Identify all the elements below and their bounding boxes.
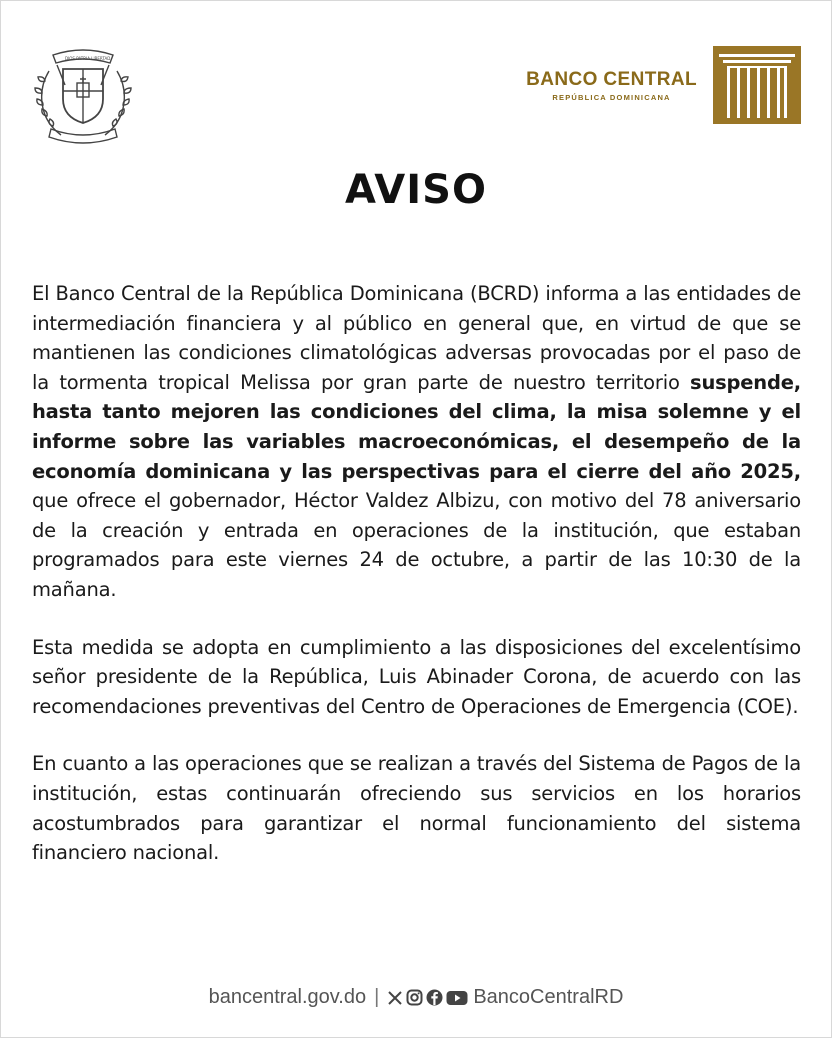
bank-name: BANCO CENTRAL [526,68,697,90]
notice-title: AVISO [345,167,487,213]
youtube-icon[interactable] [446,990,468,1006]
footer [1,986,831,1009]
paragraph-1-intro: El Banco Central de la República Dominicana (BCRD) informa a las entidades de intermediación financiera y al público en general que, en virtud de que se mantienen las condiciones climatológicas adversas provocadas por el paso de la tormenta tropical Melissa por gran parte de nuestro territorio [32,282,801,394]
paragraph-1 [32,279,801,605]
x-icon[interactable] [387,990,403,1006]
facebook-icon[interactable] [426,989,443,1006]
instagram-icon[interactable] [406,989,423,1006]
social-handle[interactable]: BancoCentralRD [473,986,624,1008]
social-icons [387,989,468,1006]
bank-logo [526,46,801,124]
paragraph-1-bold: suspende, hasta tanto mejoren las condiciones del clima, la misa solemne y el informe sobre las variables macroeconómicas, el desempeño de la economía dominicana y las perspectivas para el cierre del año 2025, [32,370,801,483]
paragraph-3: En cuanto a las operaciones que se realizan a través del Sistema de Pagos de la institución, estas continuarán ofreciendo sus servicios en los horarios acostumbrados para garantizar el normal funcionamiento del sistema financiero nacional. [32,752,801,865]
website-link[interactable]: bancentral.gov.do [208,986,367,1008]
svg-text:DIOS PATRIA LIBERTAD: DIOS PATRIA LIBERTAD [65,56,111,61]
bank-subtitle: REPÚBLICA DOMINICANA [552,92,671,102]
notice-body [32,279,801,896]
coat-of-arms-icon [31,41,135,145]
footer-separator: | [374,986,380,1008]
bank-building-icon [713,46,801,124]
paragraph-2: Esta medida se adopta en cumplimiento a las disposiciones del excelentísimo señor presidente de la República, Luis Abinader Corona, de acuerdo con las recomendaciones preventivas del Centro de Operaciones de Emergencia (COE). [32,635,801,718]
paragraph-1-rest: que ofrece el gobernador, Héctor Valdez Albizu, con motivo del 78 aniversario de la creación y entrada en operaciones de la institución, que estaban programados para este viernes 24 de octubre, a partir de las 10:30 de la mañana. [32,489,801,601]
